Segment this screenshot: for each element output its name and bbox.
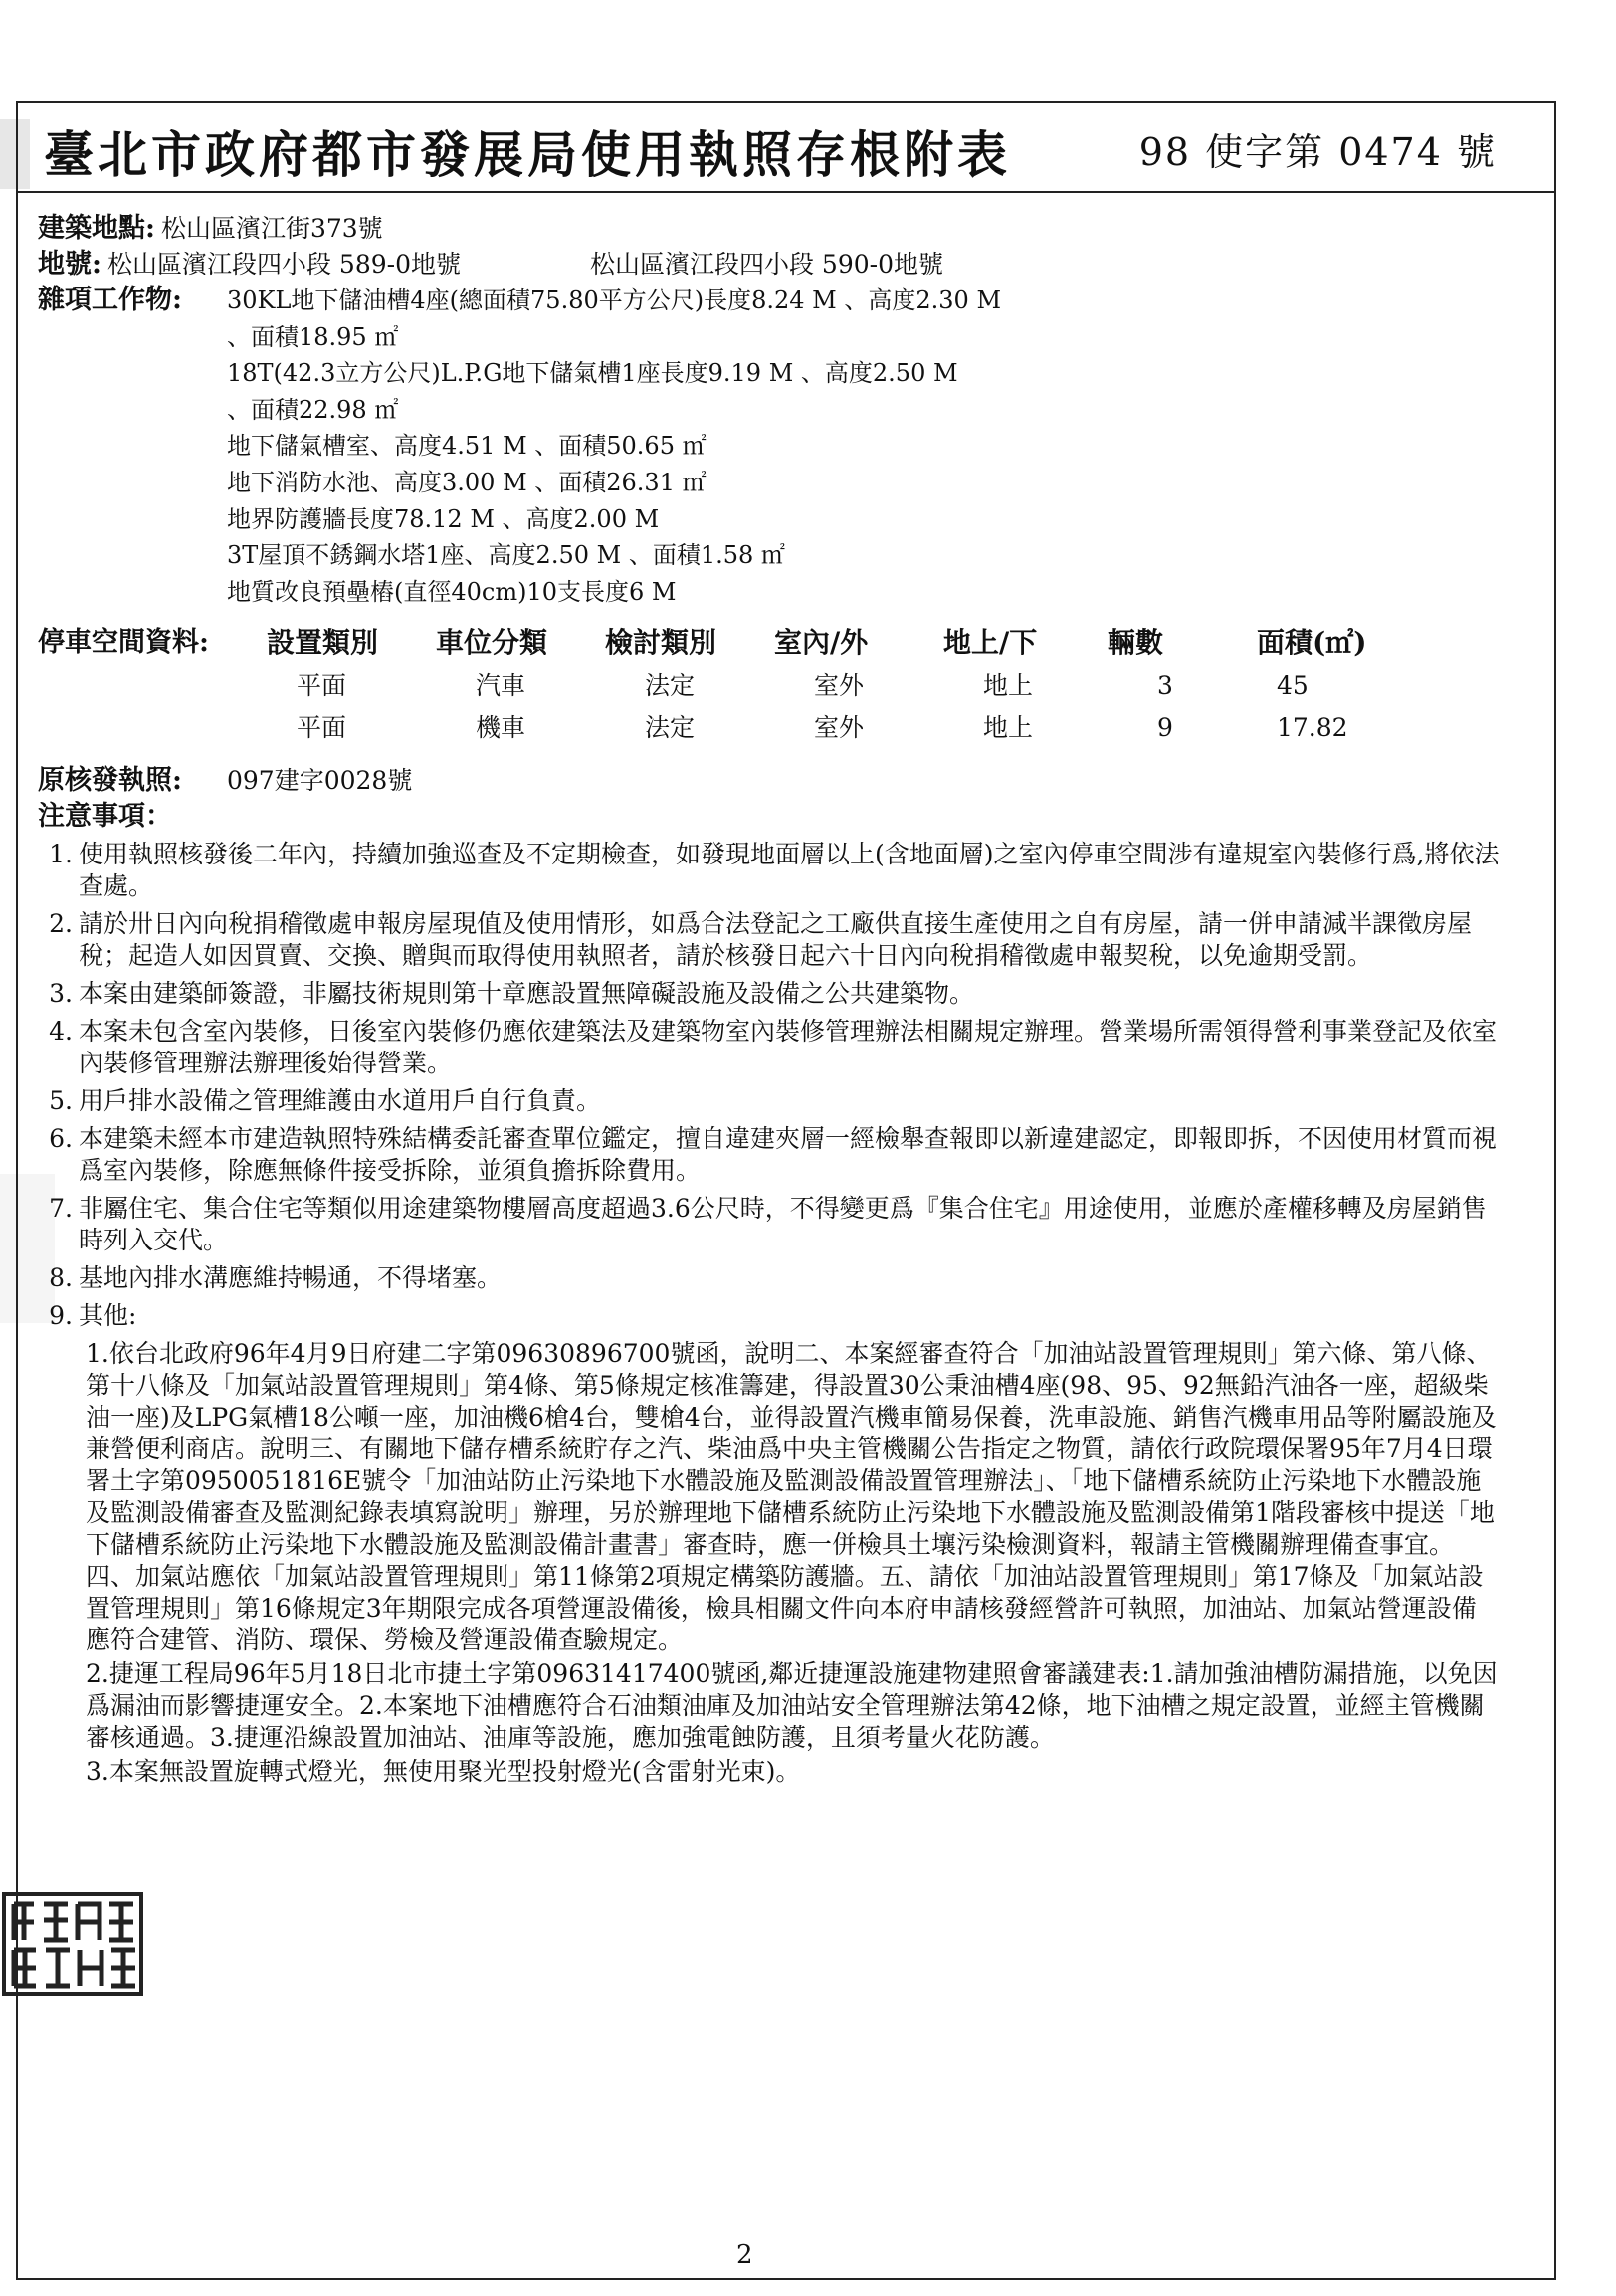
note-number: 5. (49, 1086, 73, 1116)
misc-works-label: 雜項工作物: (38, 285, 182, 315)
lot-label: 地號: (38, 249, 101, 280)
original-permit-label: 原核發執照: (38, 765, 182, 797)
parking-column-header: 地上/下 (943, 626, 1038, 660)
list-item (38, 839, 1501, 902)
misc-work-item: 地質改良預壘樁(直徑40cm)10支長度6 M (227, 577, 677, 606)
notes-heading-row (38, 799, 1501, 835)
table-row (38, 666, 1501, 707)
note-number: 3. (49, 979, 73, 1009)
table-cell: 3 (1157, 671, 1173, 701)
other-note-item: 1.依台北政府96年4月9日府建二字第09630896700號函，說明二、本案經審查符合「加油站設置管理規則」第六條、第八條、第十八條及「加氣站設置管理規則」第4條、第5條規定核准籌建，得設置30公秉油槽4座(98、95、92無鉛汽油各一座，超級柴油一座)及LPG氣槽18公噸一座，加油機6槍4台，雙槍4台，並得設置汽機車簡易保養，洗車設施、銷售汽機車用品等附屬設施及兼營便利商店。說明三、有關地下儲存槽系統貯存之汽、柴油爲中央主管機關公告指定之物質，請依行政院環保署95年7月4日環署土字第0950051816E號令「加油站防止污染地下水體設施及監測設備設置管理辦法」、「地下儲槽系統防止污染地下水體設施及監測設備審查及監測紀錄表填寫說明」辦理，另於辦理地下儲槽系統防止污染地下水體設施及監測設備第1階段審核中提送「地下儲槽系統防止污染地下水體設施及監測設備計畫書」審查時，應一併檢具土壤污染檢測資料，報請主管機關辦理備查事宜。四、加氣站應依「加氣站設置管理規則」第11條第2項規定構築防護牆。五、請依「加油站設置管理規則」第17條及「加氣站設置管理規則」第16條規定3年期限完成各項營運設備後，檢具相關文件向本府申請核發經營許可執照，加油站、加氣站營運設備應符合建管、消防、環保、勞檢及營運設備查驗規定。 (86, 1339, 1497, 1655)
parking-label: 停車空間資料: (38, 627, 209, 659)
original-permit-value: 097建字0028號 (227, 766, 413, 796)
site-address: 松山區濱江街373號 (160, 214, 383, 243)
misc-works-list (227, 283, 1001, 610)
table-cell: 地上 (983, 713, 1034, 743)
note-text: 本案由建築師簽證，非屬技術規則第十章應設置無障礙設施及設備之公共建築物。 (79, 979, 975, 1009)
parking-column-header: 室內/外 (774, 626, 869, 660)
misc-work-item: 地下儲氣槽室、高度4.51 M 、面積50.65 ㎡ (227, 432, 707, 461)
table-cell: 法定 (645, 713, 696, 743)
original-permit-row (38, 763, 1501, 799)
table-cell: 地上 (983, 671, 1034, 701)
misc-work-item: 地界防護牆長度78.12 M 、高度2.00 M (227, 504, 660, 533)
misc-work-item: 30KL地下儲油槽4座(總面積75.80平方公尺)長度8.24 M 、高度2.30 M (227, 287, 1002, 314)
note-text: 本案未包含室內裝修，日後室內裝修仍應依建築法及建築物室內裝修管理辦法相關規定辦理。營業場所需領得營利事業登記及依室內裝修管理辦法辦理後始得營業。 (79, 1017, 1498, 1078)
notes-label: 注意事項： (38, 801, 172, 833)
table-cell: 室外 (814, 671, 865, 701)
list-item (38, 978, 1501, 1010)
official-seal-stamp (0, 1890, 147, 2000)
table-cell: 法定 (645, 671, 696, 701)
document-header (16, 101, 1556, 193)
table-row (38, 707, 1501, 749)
table-cell: 9 (1157, 713, 1173, 743)
misc-work-item: 、面積18.95 ㎡ (227, 322, 399, 351)
list-item (38, 1193, 1501, 1256)
note-text: 非屬住宅、集合住宅等類似用途建築物樓層高度超過3.6公尺時，不得變更爲『集合住宅』用途使用，並應於產權移轉及房屋銷售時列入交代。 (79, 1194, 1487, 1255)
parking-column-header: 檢討類別 (605, 626, 717, 660)
table-cell: 室外 (814, 713, 865, 743)
note-text: 請於卅日內向稅捐稽徵處申報房屋現值及使用情形，如爲合法登記之工廠供直接生產使用之自有房屋，請一併申請減半課徵房屋稅；起造人如因買賣、交換、贈與而取得使用執照者，請於核發日起六十日內向稅捐稽徵處申報契稅，以免逾期受罰。 (79, 909, 1473, 971)
document-title: 臺北市政府都市發展局使用執照存根附表 (44, 125, 1011, 184)
parking-section (38, 620, 1501, 749)
misc-work-item: 、面積22.98 ㎡ (227, 395, 399, 424)
parking-column-header: 車位分類 (436, 626, 548, 660)
list-item (38, 1016, 1501, 1079)
note-text: 使用執照核發後二年內，持續加強巡查及不定期檢查，如發現地面層以上(含地面層)之室內停車空間涉有違規室內裝修行爲,將依法查處。 (79, 840, 1500, 901)
note-text: 基地內排水溝應維持暢通，不得堵塞。 (79, 1263, 503, 1293)
note-number: 9. (49, 1301, 73, 1331)
lot-number-1: 松山區濱江段四小段 589-0地號 (106, 250, 461, 279)
document-number: 98 使字第 0474 號 (1138, 130, 1497, 174)
misc-work-item: 3T屋頂不銹鋼水塔1座、高度2.50 M 、面積1.58 ㎡ (227, 541, 785, 570)
list-item (38, 1262, 1501, 1294)
table-cell: 平面 (297, 671, 347, 701)
lot-row (38, 247, 1501, 283)
table-cell: 平面 (297, 713, 347, 743)
site-address-row (38, 211, 1501, 247)
note-text: 用戶排水設備之管理維護由水道用戶自行負責。 (79, 1086, 602, 1116)
list-item (38, 1085, 1501, 1117)
lot-number-2: 松山區濱江段四小段 590-0地號 (589, 250, 943, 279)
parking-column-header: 輛數 (1108, 626, 1164, 660)
page-number: 2 (736, 2240, 753, 2270)
note-number: 2. (49, 909, 73, 939)
parking-header-row (38, 620, 1501, 666)
notes-list (38, 839, 1501, 1788)
note-text: 本建築未經本市建造執照特殊結構委託審查單位鑑定，擅自違建夾層一經檢舉查報即以新違建認定，即報即拆，不因使用材質而視爲室內裝修，除應無條件接受拆除，並須負擔拆除費用。 (79, 1124, 1498, 1186)
table-cell: 機車 (476, 713, 526, 743)
parking-column-header: 設置類別 (267, 626, 379, 660)
misc-work-item: 地下消防水池、高度3.00 M 、面積26.31 ㎡ (227, 468, 707, 496)
list-item (38, 1123, 1501, 1187)
note-text: 其他: (79, 1301, 137, 1331)
other-note-item: 2.捷運工程局96年5月18日北市捷土字第09631417400號函,鄰近捷運設施建物建照會審議建表:1.請加強油槽防漏措施，以免因爲漏油而影響捷運安全。2.本案地下油槽應符合石油類油庫及加油站安全管理辦法第42條，地下油槽之規定設置，並經主管機關審核通過。3.捷運沿線設置加油站、油庫等設施，應加強電蝕防護，且須考量火花防護。 (86, 1659, 1498, 1753)
note-number: 6. (49, 1124, 73, 1154)
note-number: 1. (49, 840, 73, 869)
misc-works-section (38, 283, 1501, 610)
list-item (38, 1300, 1501, 1332)
other-notes-list (38, 1338, 1501, 1788)
note-number: 8. (49, 1263, 73, 1293)
note-number: 4. (49, 1017, 73, 1047)
table-cell: 45 (1277, 671, 1309, 701)
note-number: 7. (49, 1194, 73, 1224)
site-address-label: 建築地點: (38, 213, 155, 244)
table-cell: 17.82 (1277, 713, 1348, 743)
table-cell: 汽車 (476, 671, 526, 701)
misc-work-item: 18T(42.3立方公尺)L.P.G地下儲氣槽1座長度9.19 M 、高度2.50 M (227, 359, 958, 388)
other-note-item: 3.本案無設置旋轉式燈光，無使用聚光型投射燈光(含雷射光束)。 (86, 1757, 801, 1787)
parking-column-header: 面積(㎡) (1257, 626, 1367, 660)
document-body (38, 211, 1501, 1790)
list-item (38, 908, 1501, 972)
